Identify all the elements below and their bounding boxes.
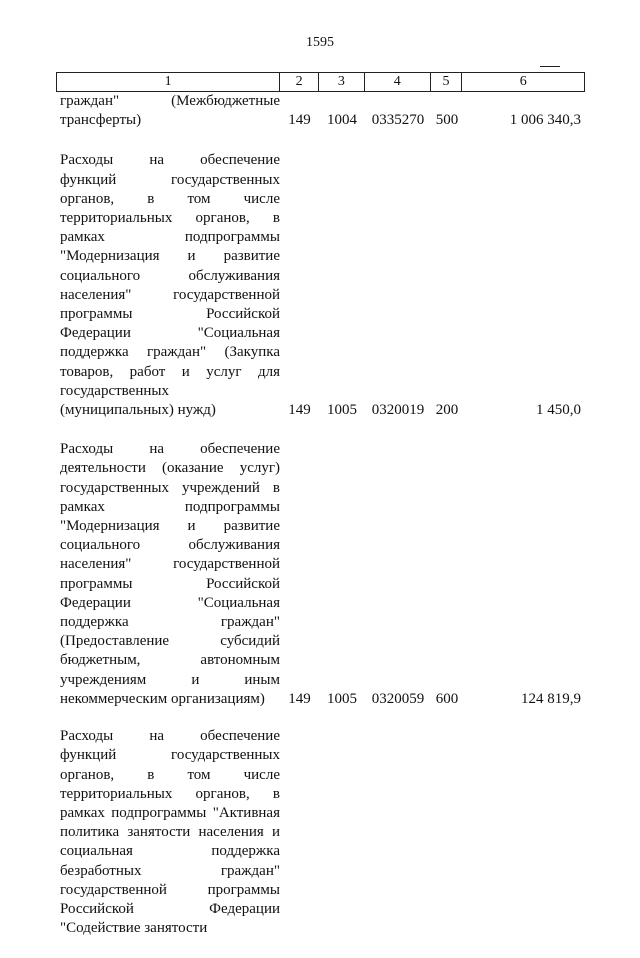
description-line: населения" государственной	[60, 556, 280, 573]
description-line: Российской Федерации	[60, 900, 280, 917]
description-line: "Модернизация и развитие	[60, 248, 280, 265]
description-line: Расходы на обеспечение	[60, 441, 280, 458]
section-code: 149	[288, 112, 311, 129]
description-line: программы Российской	[60, 306, 280, 323]
target-article-code: 0320059	[371, 690, 425, 707]
description-line: рамках подпрограммы	[60, 229, 280, 246]
description-line: граждан" (Межбюджетные	[60, 93, 280, 109]
budget-table	[56, 72, 585, 958]
description-line: Расходы на обеспечение	[60, 152, 280, 169]
header-col-3: 3	[319, 73, 365, 91]
expense-type-code: 500	[435, 112, 459, 129]
table-row	[56, 440, 585, 709]
row-description	[56, 727, 280, 938]
description-line: функций государственных	[60, 747, 280, 764]
section-code: 149	[288, 402, 311, 419]
description-line: (муниципальных) нужд)	[60, 402, 216, 419]
description-line: поддержка граждан" (Закупка	[60, 344, 280, 361]
description-line: государственных учреждений в	[60, 479, 280, 496]
description-line: учреждениям и иным	[60, 671, 280, 688]
row-description	[56, 440, 280, 709]
description-line: территориальных органов, в	[60, 210, 280, 227]
header-col-5: 5	[431, 73, 463, 91]
amount: 1 450,0	[536, 402, 581, 419]
table-row	[56, 727, 585, 938]
description-line: товаров, работ и услуг для	[60, 363, 280, 380]
expense-type-code: 200	[435, 402, 459, 419]
header-col-4: 4	[365, 73, 431, 91]
description-line: государственных	[60, 382, 169, 399]
description-line: рамках подпрограммы	[60, 498, 280, 515]
section-code: 149	[288, 690, 311, 707]
header-col-2: 2	[280, 73, 319, 91]
description-line: социальная поддержка	[60, 843, 280, 860]
amount: 1 006 340,3	[509, 112, 581, 129]
description-line: рамках подпрограммы "Активная	[60, 804, 280, 821]
description-line: Федерации "Социальная	[60, 594, 280, 611]
amount: 124 819,9	[521, 690, 581, 707]
description-line: Расходы на обеспечение	[60, 728, 280, 745]
target-article-code: 0335270	[371, 112, 425, 129]
subsection-code: 1005	[327, 690, 357, 707]
description-line: "Модернизация и развитие	[60, 518, 280, 535]
description-line: органов, в том числе	[60, 766, 280, 783]
description-line: безработных граждан"	[60, 862, 280, 879]
description-line: социального обслуживания	[60, 537, 280, 554]
subsection-code: 1005	[327, 402, 357, 419]
description-line: социального обслуживания	[60, 267, 280, 284]
description-line: (Предоставление субсидий	[60, 633, 280, 650]
description-line: поддержка граждан"	[60, 614, 280, 631]
target-article-code: 0320019	[371, 402, 425, 419]
header-rule-mark	[540, 66, 560, 67]
header-col-6: 6	[519, 74, 527, 89]
row-description	[56, 92, 280, 130]
table-header	[56, 72, 585, 92]
description-line: бюджетным, автономным	[60, 652, 280, 669]
table-body	[56, 92, 585, 938]
description-line: функций государственных	[60, 171, 280, 188]
expense-type-code: 600	[435, 690, 459, 707]
subsection-code: 1004	[327, 112, 357, 129]
description-line: Федерации "Социальная	[60, 325, 280, 342]
row-description	[56, 151, 280, 420]
description-line: органов, в том числе	[60, 190, 280, 207]
description-line: политика занятости населения и	[60, 824, 280, 841]
table-row	[56, 151, 585, 420]
description-line: государственной программы	[60, 881, 280, 898]
description-line: некоммерческим организациям)	[60, 690, 265, 707]
page-number: 1595	[306, 35, 334, 50]
table-row	[56, 92, 585, 130]
description-line: территориальных органов, в	[60, 785, 280, 802]
description-line: "Содействие занятости	[60, 920, 208, 937]
header-col-1: 1	[57, 73, 280, 91]
description-line: трансферты)	[60, 112, 142, 129]
description-line: населения" государственной	[60, 286, 280, 303]
description-line: программы Российской	[60, 575, 280, 592]
description-line: деятельности (оказание услуг)	[60, 460, 280, 477]
